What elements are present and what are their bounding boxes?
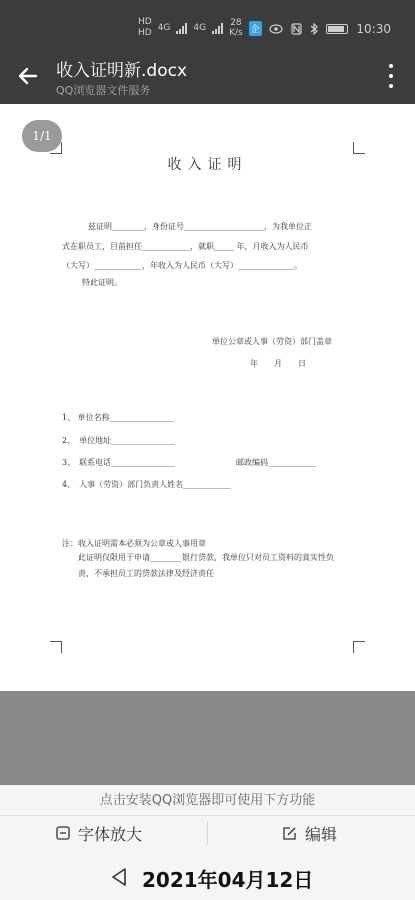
- status-right: [269, 22, 391, 36]
- clock: 10:30: [356, 22, 391, 36]
- doc-note-line-3: 责，不承担员工的贷款法律及经济责任: [78, 569, 214, 578]
- file-subtitle: QQ浏览器文件服务: [56, 84, 151, 97]
- font-enlarge-icon: [56, 826, 70, 840]
- edit-button[interactable]: [282, 821, 337, 845]
- doc-field-hr-contact: 4、 人事（劳资）部门负责人姓名____________: [62, 480, 232, 489]
- doc-field-postcode: 邮政编码____________: [236, 458, 316, 467]
- doc-field-phone: 3、 联系电话________________: [62, 458, 176, 467]
- page-corner-top-right: [353, 142, 365, 154]
- status-network: [138, 18, 262, 38]
- bluetooth-icon: [310, 23, 318, 35]
- file-title: 收入证明新.docx: [56, 61, 188, 81]
- network-type-2: 4G: [193, 22, 207, 33]
- doc-note-line-1: 注：收入证明需本必须为公章或人事用章: [62, 539, 206, 548]
- status-bar: [0, 0, 415, 50]
- doc-field-company-name: 1、 单位名称________________: [62, 413, 174, 422]
- network-type-1: 4G: [157, 22, 171, 33]
- system-nav-bar: [0, 855, 415, 900]
- page-indicator: 1/1: [22, 120, 62, 152]
- edit-icon: [282, 826, 297, 841]
- net-speed-unit: K/s: [229, 27, 243, 38]
- promo-bar: [0, 785, 415, 855]
- eye-icon: [269, 24, 283, 34]
- back-arrow-icon[interactable]: [14, 62, 42, 90]
- signal-icon: [176, 23, 187, 34]
- app-bar: [0, 50, 415, 104]
- doc-paragraph-line-1: 兹证明________，身份证号____________________，为我单位正: [88, 222, 312, 231]
- doc-signature-line: 单位公章或人事（劳资）部门盖章: [212, 337, 332, 346]
- button-divider: [207, 821, 208, 845]
- battery-icon: [326, 24, 348, 34]
- hd-indicator-2: HD: [138, 28, 152, 38]
- page-corner-top-left: [50, 142, 62, 154]
- net-speed: 28: [230, 17, 242, 28]
- doc-paragraph-line-4: 特此证明。: [82, 278, 122, 287]
- page-corner-bottom-right: [353, 641, 365, 653]
- viewer-background: [0, 691, 415, 785]
- page-corner-bottom-left: [50, 641, 62, 653]
- app-notification-icon: 企: [249, 21, 262, 36]
- doc-paragraph-line-2: 式在职员工，目前担任____________，就职_____ 年，月收入为人民币: [62, 242, 309, 251]
- hd-indicator-1: HD: [138, 17, 152, 27]
- edit-label: 编辑: [305, 824, 338, 844]
- document-page[interactable]: [0, 104, 415, 691]
- nav-back-icon[interactable]: [110, 867, 128, 887]
- font-enlarge-label: 字体放大: [78, 824, 143, 844]
- nfc-icon: [291, 23, 302, 35]
- signal-icon-2: [212, 23, 223, 34]
- doc-date-line: 年 月 日: [250, 359, 306, 368]
- doc-field-company-address: 2、 单位地址________________: [62, 436, 176, 445]
- document-title: 收入证明: [167, 157, 248, 173]
- doc-paragraph-line-3: （大写）____________，年收入为人民币（大写）______________。: [62, 261, 302, 270]
- date-overlay: 2021年04月12日: [142, 868, 314, 892]
- more-options-icon[interactable]: [389, 64, 395, 88]
- doc-note-line-2: 此证明仅限用于申请________银行贷款，我单位只对员工资料的真实性负: [78, 553, 334, 562]
- promo-divider: [0, 815, 415, 816]
- font-enlarge-button[interactable]: [56, 821, 142, 845]
- promo-text[interactable]: 点击安装QQ浏览器即可使用下方功能: [99, 793, 316, 808]
